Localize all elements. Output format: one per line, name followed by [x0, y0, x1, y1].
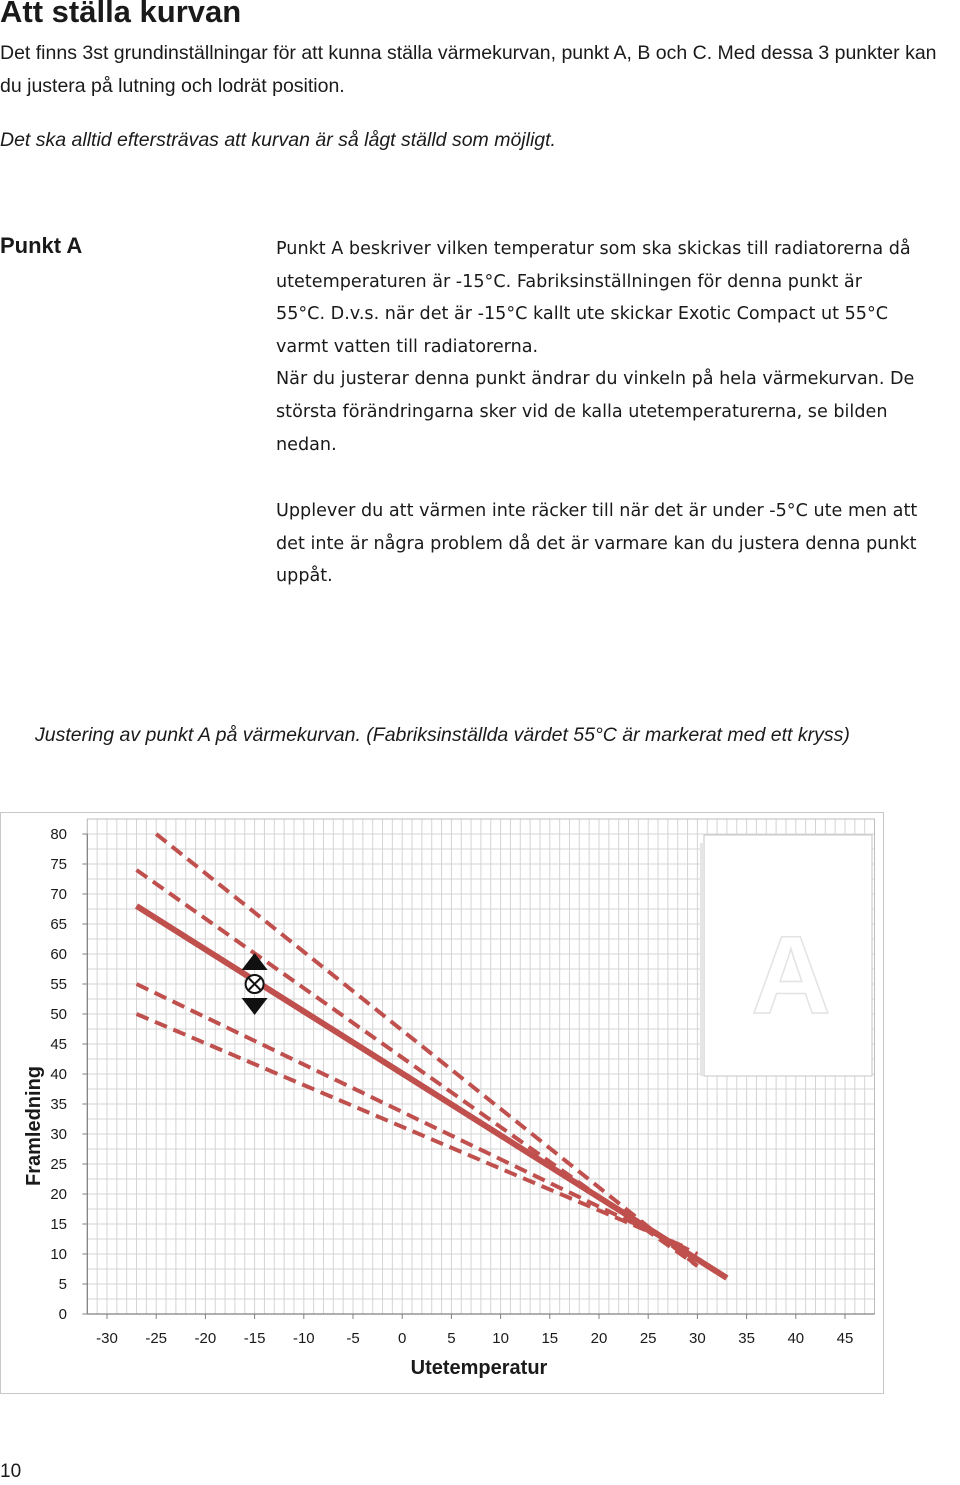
figure-caption: Justering av punkt A på värmekurvan. (Fabriksinställda värdet 55°C är markerat med ett kryss) — [35, 724, 850, 746]
x-tick-label: 0 — [398, 1330, 407, 1347]
x-tick-label: -5 — [346, 1330, 360, 1347]
legend-letter: A — [751, 914, 831, 1037]
x-tick-label: 10 — [492, 1330, 509, 1347]
x-tick-label: 25 — [639, 1330, 657, 1347]
paragraph-1 — [276, 233, 960, 461]
page-number: 10 — [0, 1461, 22, 1482]
x-tick-label: -15 — [243, 1330, 266, 1347]
x-tick-label: -30 — [96, 1330, 118, 1347]
y-tick-label: 25 — [50, 1156, 67, 1173]
x-tick-label: -25 — [145, 1330, 168, 1347]
paragraph-line: Upplever du att värmen inte räcker till när det är under -5°C ute men att — [276, 501, 918, 521]
y-tick-label: 80 — [50, 826, 67, 843]
y-tick-label: 50 — [50, 1006, 67, 1023]
x-tick-label: 30 — [689, 1330, 706, 1347]
paragraph-line: varmt vatten till radiatorerna. — [276, 336, 539, 357]
intro-note: Det ska alltid eftersträvas att kurvan är så lågt ställd som möjligt. — [0, 129, 556, 151]
x-axis-label: Utetemperatur — [410, 1357, 548, 1379]
y-tick-label: 75 — [50, 856, 67, 873]
paragraph-line: Punkt A beskriver vilken temperatur som ska skickas till radiatorerna då — [276, 239, 911, 259]
y-tick-label: 20 — [50, 1186, 67, 1203]
y-tick-label: 10 — [50, 1246, 67, 1263]
x-tick-label: 45 — [836, 1330, 854, 1347]
y-tick-label: 40 — [50, 1066, 67, 1083]
y-tick-label: 45 — [50, 1036, 67, 1053]
x-tick-label: -20 — [194, 1330, 217, 1347]
paragraph-line: det inte är några problem då det är varmare kan du justera denna punkt — [276, 533, 917, 554]
paragraph-line: nedan. — [276, 434, 337, 455]
x-tick-label: 40 — [787, 1330, 805, 1347]
y-tick-label: 0 — [58, 1306, 67, 1323]
page-title: Att ställa kurvan — [0, 0, 242, 29]
y-tick-label: 60 — [50, 946, 67, 963]
legend-shadow — [700, 843, 704, 1076]
y-tick-label: 15 — [50, 1216, 67, 1233]
paragraph-line: uppåt. — [276, 566, 333, 587]
paragraph-line: När du justerar denna punkt ändrar du vinkeln på hela värmekurvan. De — [276, 369, 915, 390]
heating-curve-chart — [0, 812, 884, 1394]
intro-paragraph: Det finns 3st grundinställningar för att kunna ställa värmekurvan, punkt A, B och C. Med dessa 3 punkter kan du justera på lutning och lodrät position. — [0, 42, 937, 97]
x-tick-label: 20 — [590, 1330, 608, 1347]
paragraph-line: största förändringarna sker vid de kalla utetemperaturerna, se bilden — [276, 401, 888, 422]
y-tick-label: 35 — [50, 1096, 67, 1113]
y-axis-label: Framledning — [23, 1065, 45, 1187]
y-tick-label: 55 — [50, 976, 67, 993]
paragraph-2 — [276, 495, 960, 593]
paragraph-line: utetemperaturen är -15°C. Fabriksinställningen för denna punkt är — [276, 271, 862, 292]
chart-canvas — [1, 813, 883, 1393]
y-tick-label: 30 — [50, 1126, 67, 1143]
x-tick-label: 15 — [541, 1330, 559, 1347]
x-tick-label: -10 — [292, 1330, 315, 1347]
paragraph-line: 55°C. D.v.s. när det är -15°C kallt ute skickar Exotic Compact ut 55°C — [276, 304, 889, 325]
section-heading: Punkt A — [0, 233, 83, 258]
y-tick-label: 5 — [58, 1276, 67, 1293]
legend-box — [700, 835, 872, 1076]
x-tick-label: 35 — [738, 1330, 755, 1347]
y-tick-label: 70 — [50, 886, 67, 903]
x-tick-label: 5 — [447, 1330, 456, 1347]
y-tick-label: 65 — [50, 916, 67, 933]
